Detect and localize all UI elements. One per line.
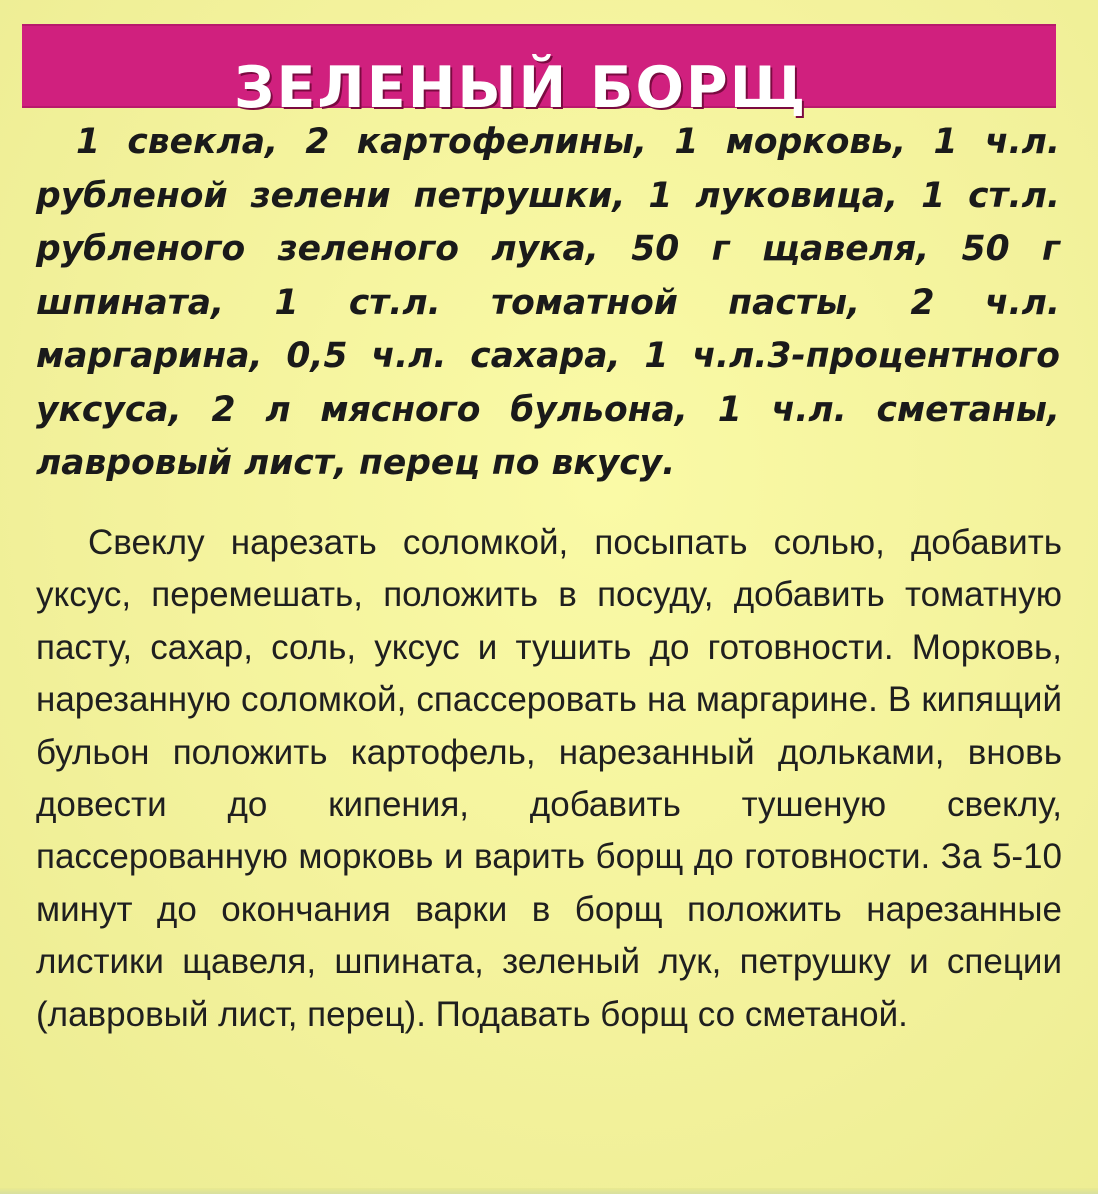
title-banner xyxy=(22,24,1056,121)
instructions-paragraph: Свеклу нарезать соломкой, посыпать солью, добавить уксус, перемешать, положить в посуду, добавить томатную пасту, сахар, соль, уксус и тушить до готовности. Морковь, нарезанную соломкой, спассеровать на маргарине. В кипящий бульон положить картофель, нарезанный дольками, вновь довести до кипения, добавить тушеную свеклу, пассерованную морковь и варить борщ до готовности. За 5-10 минут до окончания варки в борщ положить нарезанные листики щавеля, шпината, зеленый лук, петрушку и специи (лавровый лист, перец). Подавать борщ со сметаной. xyxy=(36,523,1062,1034)
page-bottom-edge xyxy=(0,1188,1098,1194)
ingredients-paragraph: 1 свекла, 2 картофелины, 1 морковь, 1 ч.л. рубленой зелени петрушки, 1 луковица, 1 ст.л. рубленого зеленого лука, 50 г щавеля, 50 г шпината, 1 ст.л. томатной пасты, 2 ч.л. маргарина, 0,5 ч.л. сахара, 1 ч.л.3-процентного уксуса, 2 л мясного бульона, 1 ч.л. сметаны, лавровый лист, перец по вкусу. xyxy=(36,122,1060,483)
recipe-title: ЗЕЛЕНЫЙ БОРЩ xyxy=(234,55,808,121)
